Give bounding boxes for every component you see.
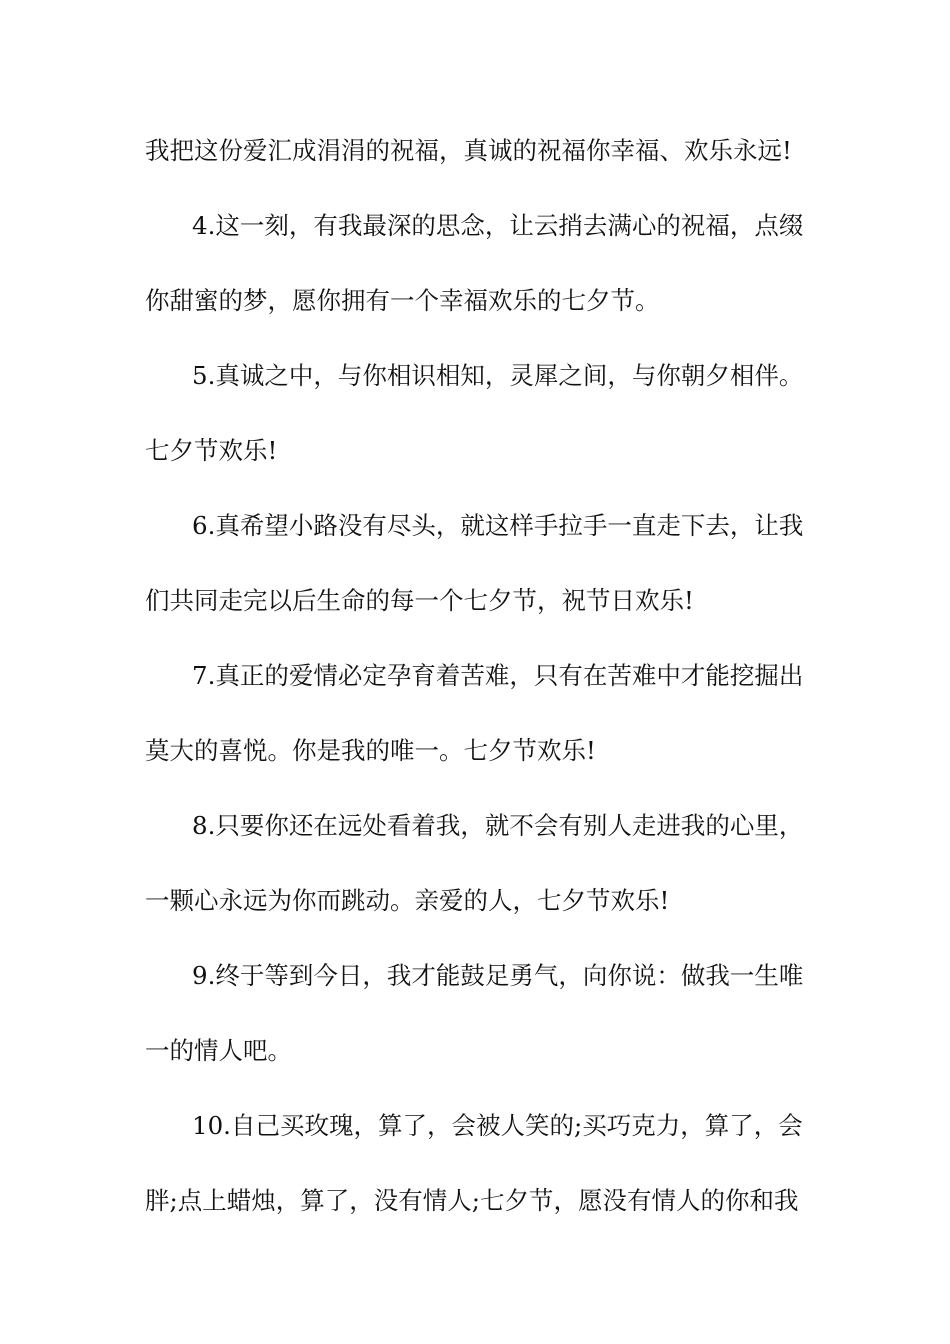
paragraph-item-5: 5.真诚之中，与你相识相知，灵犀之间，与你朝夕相伴。: [192, 361, 804, 390]
paragraph-item-4: 4.这一刻，有我最深的思念，让云捎去满心的祝福，点缀: [192, 211, 804, 240]
paragraph-item-6: 6.真希望小路没有尽头，就这样手拉手一直走下去，让我: [192, 511, 804, 540]
paragraph-item-8: 8.只要你还在远处看着我，就不会有别人走进我的心里，: [192, 811, 804, 840]
paragraph-item-9: 9.终于等到今日，我才能鼓足勇气，向你说：做我一生唯: [192, 961, 804, 990]
text-line: 胖;点上蜡烛，算了，没有情人;七夕节，愿没有情人的你和我: [145, 1186, 799, 1215]
text-line: 七夕节欢乐!: [145, 436, 278, 465]
text-line: 我把这份爱汇成涓涓的祝福，真诚的祝福你幸福、欢乐永远!: [145, 136, 792, 165]
text-line: 们共同走完以后生命的每一个七夕节，祝节日欢乐!: [145, 586, 694, 615]
text-line: 莫大的喜悦。你是我的唯一。七夕节欢乐!: [145, 736, 596, 765]
paragraph-item-10: 10.自己买玫瑰，算了，会被人笑的;买巧克力，算了，会: [192, 1111, 803, 1140]
text-line: 你甜蜜的梦，愿你拥有一个幸福欢乐的七夕节。: [145, 286, 660, 315]
text-line: 一的情人吧。: [145, 1036, 292, 1065]
text-line: 一颗心永远为你而跳动。亲爱的人，七夕节欢乐!: [145, 886, 670, 915]
paragraph-item-7: 7.真正的爱情必定孕育着苦难，只有在苦难中才能挖掘出: [192, 661, 804, 690]
